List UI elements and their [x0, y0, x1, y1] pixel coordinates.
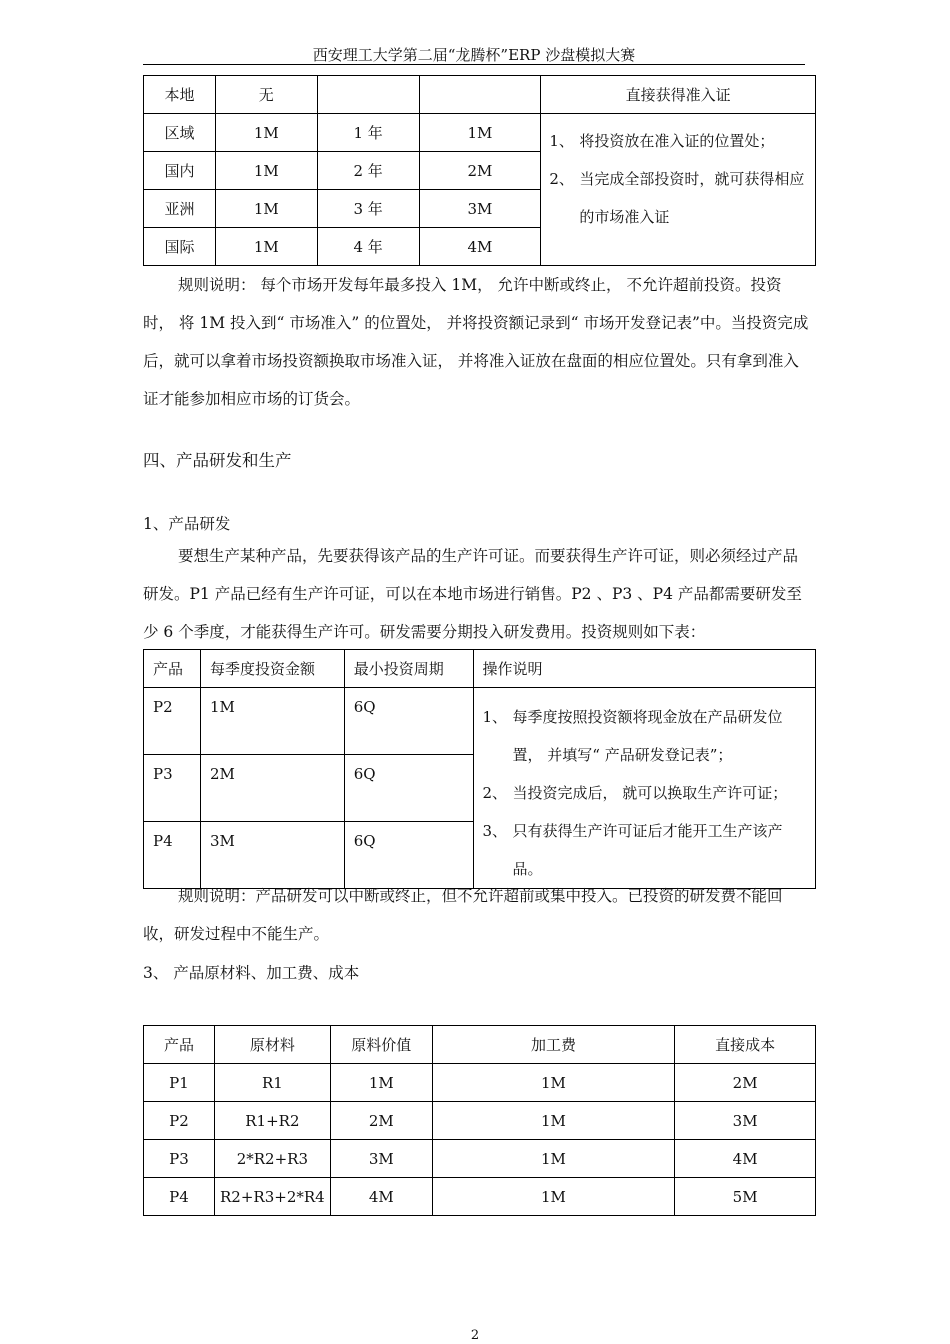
header-rule — [143, 64, 805, 65]
list-number: 1、 — [482, 708, 508, 726]
list-text: 当投资完成后， 就可以换取生产许可证； — [512, 784, 788, 802]
list-item — [483, 698, 810, 774]
rd-period: 6Q — [344, 755, 473, 822]
column-header: 直接成本 — [675, 1026, 816, 1064]
table-cell: 4M — [330, 1178, 432, 1216]
table-cell: 2*R2+R3 — [214, 1140, 330, 1178]
list-item — [483, 774, 810, 812]
column-header: 最小投资周期 — [344, 650, 473, 688]
list-text: 每季度按照投资额将现金放在产品研发位置， 并填写“ 产品研发登记表”； — [512, 708, 783, 764]
market-name: 国际 — [144, 228, 216, 266]
table-row — [144, 1102, 816, 1140]
market-total: 2M — [419, 152, 541, 190]
table-row — [144, 1064, 816, 1102]
market-name: 亚洲 — [144, 190, 216, 228]
subsection-heading: 3、 产品原材料、加工费、成本 — [143, 964, 360, 982]
market-period: 3 年 — [317, 190, 419, 228]
table-cell: 2M — [675, 1064, 816, 1102]
table-cell: 1M — [432, 1140, 675, 1178]
list-number: 1、 — [549, 132, 574, 150]
rd-rule-paragraph: 规则说明：产品研发可以中断或终止，但不允许超前或集中投入。已投资的研发费不能回收，研发过程中不能生产。 — [143, 887, 783, 943]
rd-amount: 3M — [200, 822, 344, 889]
market-total: 4M — [419, 228, 541, 266]
market-note — [541, 114, 816, 266]
list-text: 只有获得生产许可证后才能开工生产该产品。 — [512, 822, 783, 878]
rd-period: 6Q — [344, 822, 473, 889]
list-text: 将投资放在准入证的位置处； — [579, 132, 775, 150]
market-total: 3M — [419, 190, 541, 228]
table-row — [144, 1178, 816, 1216]
market-total — [419, 76, 541, 114]
table-cell: 3M — [330, 1140, 432, 1178]
table-header-row — [144, 1026, 816, 1064]
table-cell: R1+R2 — [214, 1102, 330, 1140]
rd-amount: 2M — [200, 755, 344, 822]
column-header: 产品 — [144, 1026, 215, 1064]
subsection-heading: 1、产品研发 — [143, 515, 231, 533]
market-total: 1M — [419, 114, 541, 152]
rd-product: P2 — [144, 688, 201, 755]
table-row — [144, 114, 816, 152]
market-name: 区域 — [144, 114, 216, 152]
column-header: 产品 — [144, 650, 201, 688]
list-item — [549, 160, 807, 236]
table-cell: R1 — [214, 1064, 330, 1102]
market-period — [317, 76, 419, 114]
market-cost: 无 — [215, 76, 317, 114]
table-cell: R2+R3+2*R4 — [214, 1178, 330, 1216]
list-number: 3、 — [482, 822, 508, 840]
list-text: 当完成全部投资时，就可获得相应的市场准入证 — [579, 170, 805, 226]
list-number: 2、 — [482, 784, 508, 802]
table-cell: 1M — [330, 1064, 432, 1102]
market-table — [143, 75, 816, 266]
market-cost: 1M — [215, 114, 317, 152]
section-heading: 四、产品研发和生产 — [143, 451, 292, 470]
cost-table — [143, 1025, 816, 1216]
list-item — [549, 122, 807, 160]
table-cell: P1 — [144, 1064, 215, 1102]
market-period: 2 年 — [317, 152, 419, 190]
table-cell: 1M — [432, 1178, 675, 1216]
market-name: 本地 — [144, 76, 216, 114]
column-header: 每季度投资金额 — [200, 650, 344, 688]
table-cell: 3M — [675, 1102, 816, 1140]
table-header-row — [144, 650, 816, 688]
column-header: 加工费 — [432, 1026, 675, 1064]
rd-period: 6Q — [344, 688, 473, 755]
rd-table — [143, 649, 816, 889]
rd-intro-paragraph: 要想生产某种产品，先要获得该产品的生产许可证。而要获得生产许可证，则必须经过产品研发。P1 产品已经有生产许可证，可以在本地市场进行销售。P2 、P3 、P4 产品都需要研发至少 6 个季度，才能获得生产许可。研发需要分期投入研发费用。投资规则如下表： — [143, 547, 802, 641]
table-cell: 2M — [330, 1102, 432, 1140]
market-rule-paragraph: 规则说明： 每个市场开发每年最多投入 1M， 允许中断或终止， 不允许超前投资。投资时， 将 1M 投入到“ 市场准入” 的位置处， 并将投资额记录到“ 市场开发登记表”中。当投资完成后，就可以拿着市场投资额换取市场准入证， 并将准入证放在盘面的相应位置处。只有拿到准入证才能参加相应市场的订货会。 — [143, 276, 809, 408]
column-header: 原材料 — [214, 1026, 330, 1064]
list-number: 2、 — [549, 170, 574, 188]
column-header: 操作说明 — [473, 650, 816, 688]
table-row — [144, 688, 816, 755]
rd-notes — [473, 688, 816, 889]
page-header: 西安理工大学第二届“龙腾杯”ERP 沙盘模拟大赛 — [312, 46, 636, 64]
market-name: 国内 — [144, 152, 216, 190]
table-cell: P3 — [144, 1140, 215, 1178]
column-header: 原料价值 — [330, 1026, 432, 1064]
table-cell: 4M — [675, 1140, 816, 1178]
rd-amount: 1M — [200, 688, 344, 755]
market-cost: 1M — [215, 190, 317, 228]
table-row — [144, 1140, 816, 1178]
table-cell: 1M — [432, 1064, 675, 1102]
rd-product: P4 — [144, 822, 201, 889]
table-row — [144, 76, 816, 114]
table-cell: P4 — [144, 1178, 215, 1216]
table-cell: P2 — [144, 1102, 215, 1140]
market-period: 4 年 — [317, 228, 419, 266]
market-note-top: 直接获得准入证 — [541, 76, 816, 114]
page-number: 2 — [470, 1328, 480, 1343]
rd-product: P3 — [144, 755, 201, 822]
market-cost: 1M — [215, 152, 317, 190]
table-cell: 1M — [432, 1102, 675, 1140]
market-cost: 1M — [215, 228, 317, 266]
table-cell: 5M — [675, 1178, 816, 1216]
market-period: 1 年 — [317, 114, 419, 152]
